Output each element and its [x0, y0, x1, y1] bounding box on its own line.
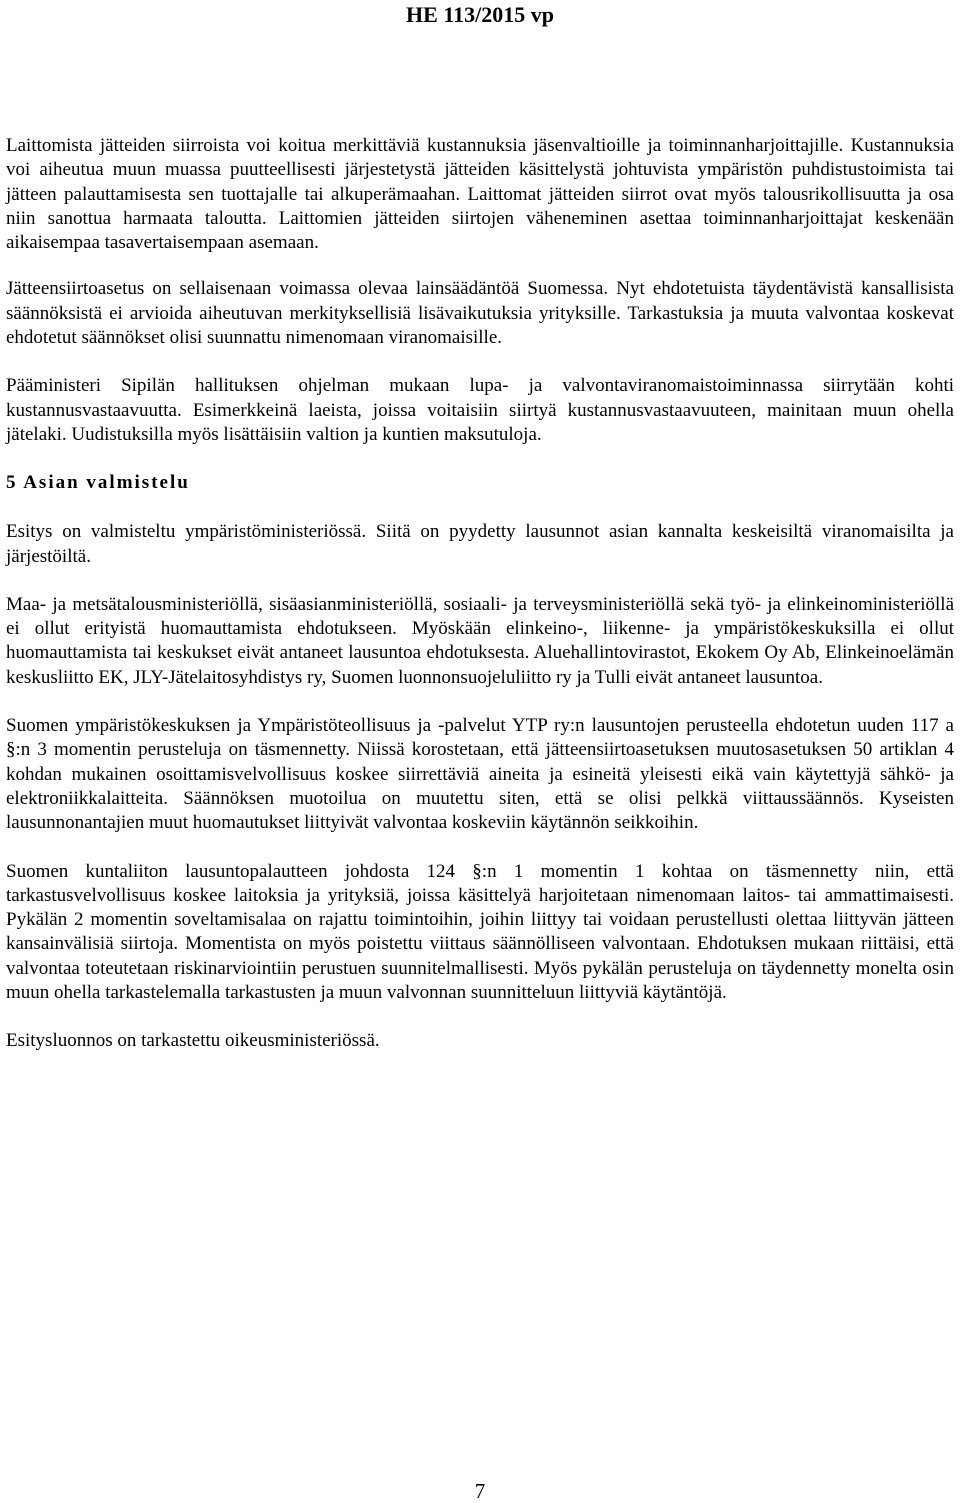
section-heading: 5 Asian valmistelu	[6, 472, 190, 494]
paragraph-government-programme: Pääministeri Sipilän hallituksen ohjelman mukaan lupa- ja valvontaviranomaistoiminnassa siirrytään kohti kustannusvastaavuutta. Esimerkkeinä laeista, joissa voitaisiin siirtyä kustannusvastaavuuteen, mainitaan muun ohella jätelaki. Uudistuksilla myös lisättäisiin valtion ja kuntien maksutuloja.	[6, 375, 954, 445]
paragraph-regulation-in-force: Jätteensiirtoasetus on sellaisenaan voimassa olevaa lainsäädäntöä Suomessa. Nyt ehdotetuista täydentävistä kansallisista säännöksistä ei arvioida aiheutuvan merkityksellisiä lisävaikutuksia yrityksille. Tarkastuksia ja muuta valvontaa koskevat ehdotetut säännökset olisi suunnattu nimenomaan viranomaisille.	[6, 278, 954, 349]
document-body	[6, 134, 954, 1078]
paragraph-preparation: Esitys on valmisteltu ympäristöministeriössä. Siitä on pyydetty lausunnot asian kannalta keskeisiltä viranomaisilta ja järjestöiltä.	[6, 521, 954, 567]
page-number: 7	[474, 1479, 486, 1503]
paragraph-ministries-statements: Maa- ja metsätalousministeriöllä, sisäasianministeriöllä, sosiaali- ja terveysministeriöllä sekä työ- ja elinkeinoministeriöllä ei ollut erityistä huomauttamista ehdotukseen. Myöskään elinkeino-, liikenne- ja ympäristökeskuksilla ei ollut huomauttamista tai keskukset eivät antaneet lausuntoa ehdotuksesta. Aluehallintovirastot, Ekokem Oy Ab, Elinkeinoelämän keskusliitto EK, JLY-Jätelaitosyhdistys ry, Suomen luonnonsuojeluliitto ry ja Tulli eivät antaneet lausuntoa.	[6, 593, 954, 688]
paragraph-illegal-shipments-costs: Laittomista jätteiden siirroista voi koitua merkittäviä kustannuksia jäsenvaltioille ja toiminnanharjoittajille. Kustannuksia voi aiheutua muun muassa puutteellisesti järjestetystä jätteiden käsittelystä johtuvista ympäristön puhdistustoimista tai jätteen palauttamisesta sen tuottajalle tai alkuperämaahan. Laittomat jätteiden siirrot ovat myös talousrikollisuutta ja osa niin sanottua harmaata taloutta. Laittomien jätteiden siirtojen väheneminen asettaa toiminnanharjoittajat keskenään aikaisempaa tasavertaisempaan asemaan.	[6, 135, 954, 254]
document-header: HE 113/2015 vp	[406, 2, 554, 27]
paragraph-syke-ytp-statements: Suomen ympäristökeskuksen ja Ympäristöteollisuus ja -palvelut YTP ry:n lausuntojen perusteella ehdotetun uuden 117 a §:n 3 momentin perusteluja on täsmennetty. Niissä korostetaan, että jätteensiirtoasetuksen muutosasetuksen 50 artiklan 4 kohdan mukainen osoittamisvelvollisuus koskee siirrettäviä aineita ja esineitä yleisesti eikä vain käytettyjä sähkö- ja elektroniikkalaitteita. Säännöksen muotoilua on muutettu siten, että se olisi pelkkä viittaussäännös. Kyseisten lausunnonantajien muut huomautukset liittyivät valvontaa koskeviin käytännön seikkoihin.	[6, 715, 954, 834]
paragraph-legal-review: Esitysluonnos on tarkastettu oikeusministeriössä.	[6, 1030, 380, 1052]
paragraph-kuntaliitto-statement: Suomen kuntaliiton lausuntopalautteen johdosta 124 §:n 1 momentin 1 kohtaa on täsmennetty niin, että tarkastusvelvollisuus koskee laitoksia ja yrityksiä, joissa käsittelyä harjoitetaan nimenomaan laitos- tai ammattimaisesti. Pykälän 2 momentin soveltamisalaa on rajattu toimintoihin, joihin liittyy tai voidaan perustellusti olettaa liittyvän jätteen kansainvälisiä siirtoja. Momentista on myös poistettu viittaus säännölliseen valvontaan. Ehdotuksen mukaan riittäisi, että valvontaa toteutetaan riskinarviointiin perustuen suunnitelmallisesti. Myös pykälän perusteluja on täydennetty monelta osin muun ohella tarkastelemalla tarkastusten ja muun valvonnan suunnitteluun liittyviä käytäntöjä.	[6, 860, 954, 1004]
